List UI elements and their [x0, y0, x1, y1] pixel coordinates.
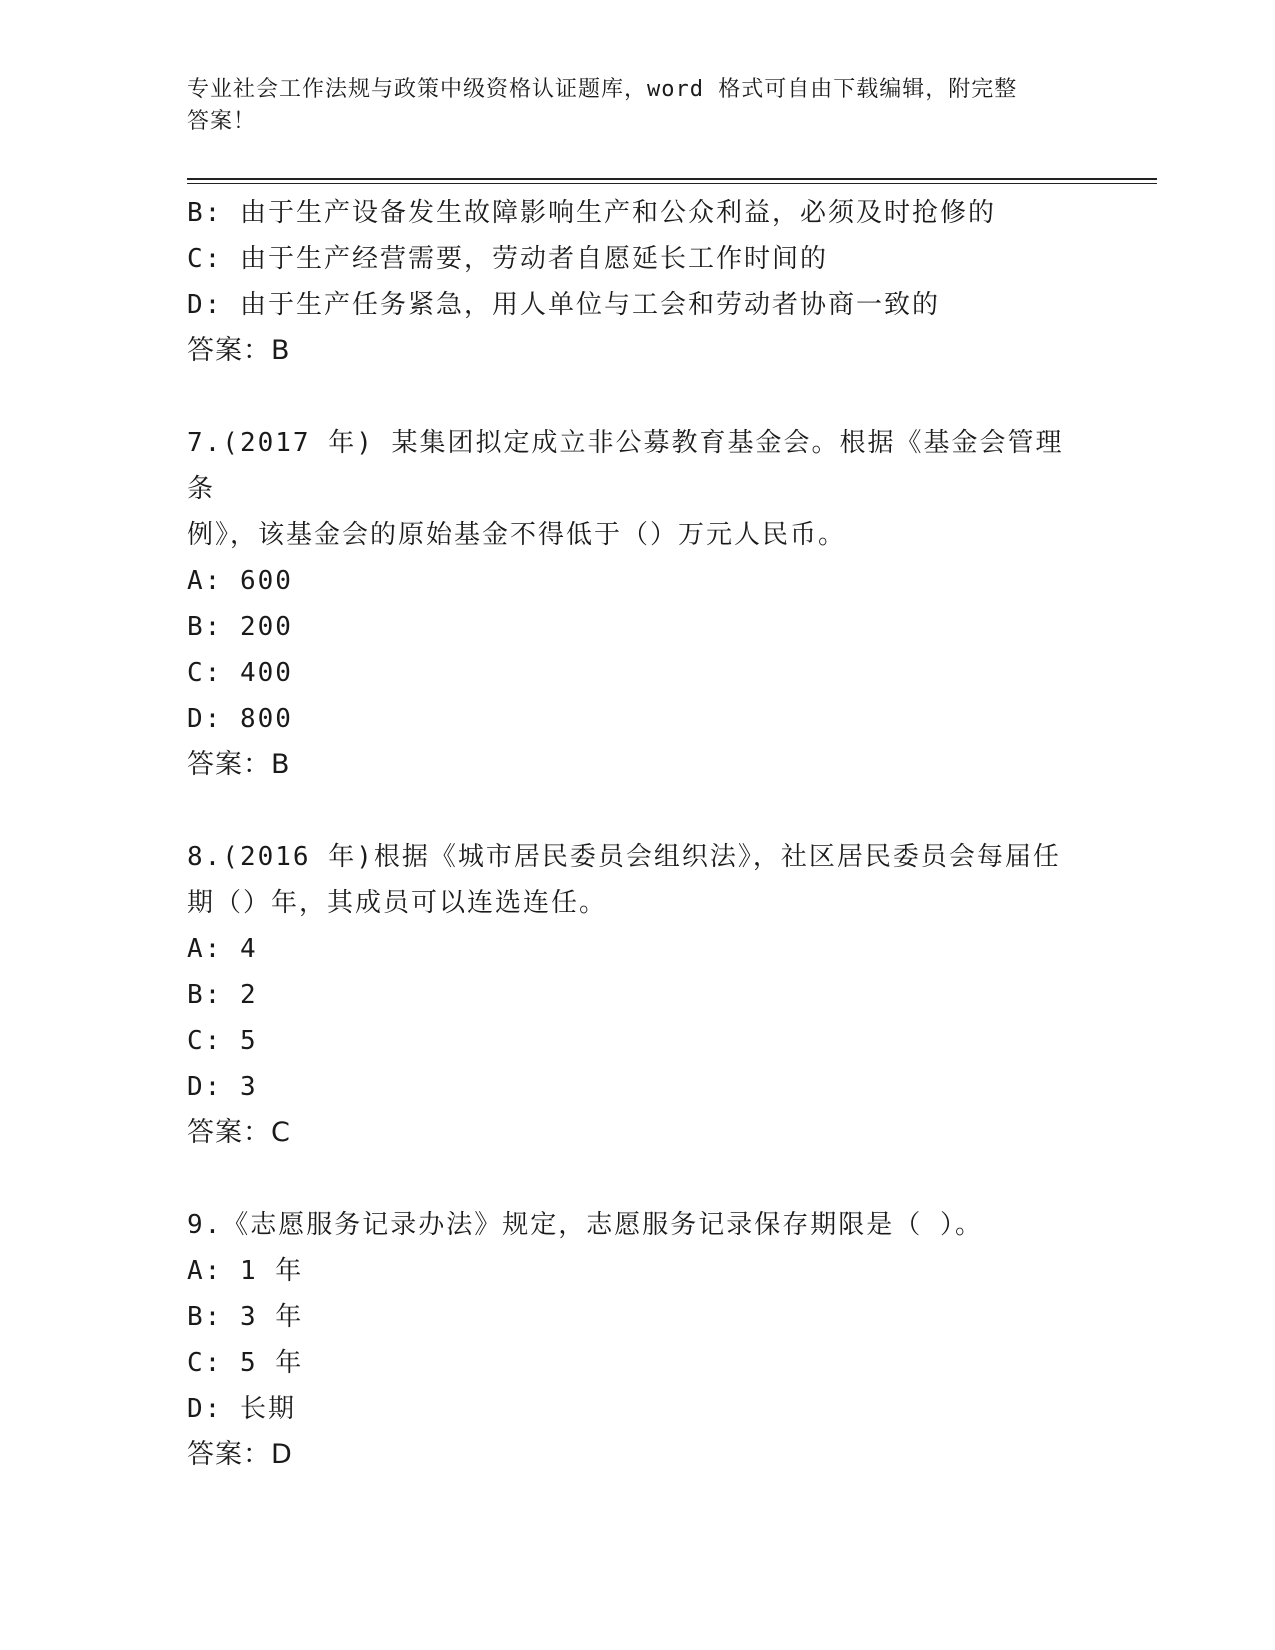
header-line-2: 答案！: [187, 109, 257, 134]
option-c: C: 5 年: [187, 1348, 304, 1378]
answer: 答案：B: [187, 749, 291, 780]
header-line-1: 专业社会工作法规与政策中级资格认证题库，word 格式可自由下载编辑，附完整: [187, 77, 1018, 102]
option-a: A: 4: [187, 934, 258, 964]
option-d: D: 由于生产任务紧急，用人单位与工会和劳动者协商一致的: [187, 290, 940, 320]
page-header: [187, 74, 1087, 138]
question-stem-continued: 期（）年，其成员可以连选连任。: [187, 888, 608, 918]
option-d: D: 长期: [187, 1394, 296, 1424]
document-body: [187, 190, 1087, 1478]
option-d: D: 800: [187, 704, 293, 734]
header-rule-thick: [187, 178, 1157, 180]
question-stem: 8.(2016 年)根据《城市居民委员会组织法》，社区居民委员会每届任: [187, 842, 1061, 872]
option-b: B: 3 年: [187, 1302, 304, 1332]
option-b: B: 2: [187, 980, 258, 1010]
option-b: B: 200: [187, 612, 293, 642]
answer: 答案：B: [187, 335, 291, 366]
option-a: A: 1 年: [187, 1256, 304, 1286]
option-c: C: 5: [187, 1026, 258, 1056]
option-a: A: 600: [187, 566, 293, 596]
option-c: C: 由于生产经营需要，劳动者自愿延长工作时间的: [187, 244, 828, 274]
question-stem: 9.《志愿服务记录办法》规定，志愿服务记录保存期限是（ ）。: [187, 1210, 983, 1240]
option-d: D: 3: [187, 1072, 258, 1102]
question-7: [187, 420, 1087, 788]
header-rule-thin: [187, 183, 1157, 184]
option-b: B: 由于生产设备发生故障影响生产和公众利益，必须及时抢修的: [187, 198, 996, 228]
continued-question: [187, 190, 1087, 374]
question-9: [187, 1202, 1087, 1478]
question-stem: 7.(2017 年) 某集团拟定成立非公募教育基金会。根据《基金会管理条: [187, 428, 1064, 504]
question-8: [187, 834, 1087, 1156]
option-c: C: 400: [187, 658, 293, 688]
answer: 答案：C: [187, 1117, 291, 1148]
question-stem-continued: 例》，该基金会的原始基金不得低于（）万元人民币。: [187, 520, 847, 550]
answer: 答案：D: [187, 1439, 293, 1470]
